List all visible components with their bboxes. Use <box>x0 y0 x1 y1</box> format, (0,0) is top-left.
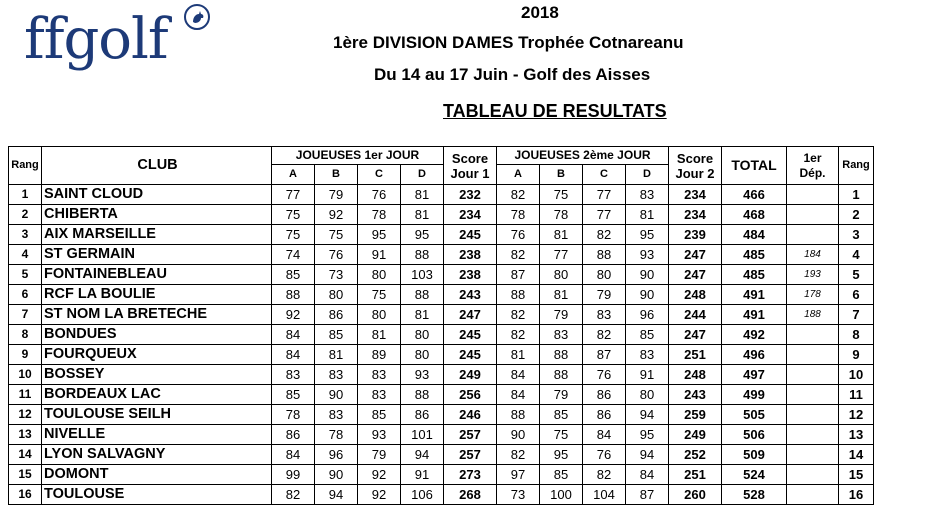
total-cell: 505 <box>722 405 787 425</box>
j1-b-cell: 73 <box>315 265 358 285</box>
score1-cell: 257 <box>444 445 497 465</box>
club-name-cell: ST GERMAIN <box>42 245 272 265</box>
results-table-frame <box>8 146 916 514</box>
j1-c-cell: 83 <box>358 385 401 405</box>
j2-a-cell: 76 <box>497 225 540 245</box>
j2-d-cell: 91 <box>626 365 669 385</box>
col-header-j1-a: A <box>272 165 315 185</box>
j1-c-cell: 83 <box>358 365 401 385</box>
j1-a-cell: 92 <box>272 305 315 325</box>
j2-d-cell: 87 <box>626 485 669 505</box>
score1-cell: 234 <box>444 205 497 225</box>
header-year: 2018 <box>521 3 559 22</box>
table-row <box>9 385 874 405</box>
j2-a-cell: 97 <box>497 465 540 485</box>
score2-cell: 244 <box>669 305 722 325</box>
j2-c-cell: 82 <box>583 465 626 485</box>
total-cell: 506 <box>722 425 787 445</box>
j2-c-cell: 87 <box>583 345 626 365</box>
playoff-dep-cell <box>787 465 839 485</box>
table-row <box>9 245 874 265</box>
j2-b-cell: 85 <box>540 405 583 425</box>
playoff-dep-cell <box>787 205 839 225</box>
j1-b-cell: 83 <box>315 365 358 385</box>
score1-cell: 243 <box>444 285 497 305</box>
table-row <box>9 225 874 245</box>
ffgolf-logo <box>24 4 214 80</box>
total-cell: 485 <box>722 245 787 265</box>
j1-b-cell: 76 <box>315 245 358 265</box>
j1-a-cell: 78 <box>272 405 315 425</box>
club-name-cell: FONTAINEBLEAU <box>42 265 272 285</box>
rank-cell: 14 <box>9 445 42 465</box>
j1-a-cell: 88 <box>272 285 315 305</box>
col-header-j2-d: D <box>626 165 669 185</box>
j1-d-cell: 86 <box>401 405 444 425</box>
col-header-score2 <box>669 147 722 185</box>
rank-cell: 8 <box>9 325 42 345</box>
j1-b-cell: 94 <box>315 485 358 505</box>
j1-d-cell: 91 <box>401 465 444 485</box>
score1-cell: 257 <box>444 425 497 445</box>
j1-d-cell: 88 <box>401 385 444 405</box>
col-header-j1-b: B <box>315 165 358 185</box>
j2-d-cell: 83 <box>626 345 669 365</box>
rank-right-cell: 16 <box>839 485 874 505</box>
j1-c-cell: 81 <box>358 325 401 345</box>
j1-a-cell: 75 <box>272 225 315 245</box>
col-header-j2-c: C <box>583 165 626 185</box>
score2-cell: 247 <box>669 265 722 285</box>
rank-right-cell: 7 <box>839 305 874 325</box>
col-header-rang: Rang <box>9 147 42 185</box>
table-row <box>9 265 874 285</box>
score2-cell: 259 <box>669 405 722 425</box>
rank-cell: 11 <box>9 385 42 405</box>
j1-b-cell: 96 <box>315 445 358 465</box>
score1-line1: Score <box>451 150 489 166</box>
rank-cell: 3 <box>9 225 42 245</box>
total-cell: 492 <box>722 325 787 345</box>
col-header-j2-a: A <box>497 165 540 185</box>
rank-right-cell: 3 <box>839 225 874 245</box>
j1-b-cell: 92 <box>315 205 358 225</box>
logo-text: ffgolf <box>24 7 168 72</box>
header-dates: Du 14 au 17 Juin - Golf des Aisses <box>374 65 651 84</box>
j1-d-cell: 80 <box>401 345 444 365</box>
rank-right-cell: 12 <box>839 405 874 425</box>
j1-c-cell: 79 <box>358 445 401 465</box>
score1-line2: Jour 1 <box>450 165 490 181</box>
j1-a-cell: 84 <box>272 445 315 465</box>
score2-cell: 249 <box>669 425 722 445</box>
j2-a-cell: 84 <box>497 365 540 385</box>
table-row <box>9 285 874 305</box>
rank-cell: 5 <box>9 265 42 285</box>
j2-c-cell: 82 <box>583 225 626 245</box>
j1-b-cell: 85 <box>315 325 358 345</box>
j2-c-cell: 83 <box>583 305 626 325</box>
j1-a-cell: 82 <box>272 485 315 505</box>
j2-b-cell: 88 <box>540 365 583 385</box>
j2-b-cell: 88 <box>540 345 583 365</box>
playoff-dep-cell: 193 <box>787 265 839 285</box>
j1-a-cell: 83 <box>272 365 315 385</box>
score1-cell: 247 <box>444 305 497 325</box>
j2-c-cell: 84 <box>583 425 626 445</box>
j2-c-cell: 82 <box>583 325 626 345</box>
playoff-dep-cell: 178 <box>787 285 839 305</box>
j1-d-cell: 94 <box>401 445 444 465</box>
col-header-rang-right: Rang <box>839 147 874 185</box>
rank-right-cell: 6 <box>839 285 874 305</box>
j1-b-cell: 83 <box>315 405 358 425</box>
col-header-jour2: JOUEUSES 2ème JOUR <box>497 147 669 165</box>
j2-b-cell: 83 <box>540 325 583 345</box>
j1-a-cell: 75 <box>272 205 315 225</box>
j2-d-cell: 95 <box>626 225 669 245</box>
j1-b-cell: 90 <box>315 465 358 485</box>
club-name-cell: TOULOUSE <box>42 485 272 505</box>
rank-right-cell: 5 <box>839 265 874 285</box>
total-cell: 491 <box>722 305 787 325</box>
club-name-cell: RCF LA BOULIE <box>42 285 272 305</box>
j1-c-cell: 76 <box>358 185 401 205</box>
j1-c-cell: 80 <box>358 265 401 285</box>
dep-line2: Dép. <box>799 165 826 180</box>
table-row <box>9 185 874 205</box>
rank-cell: 7 <box>9 305 42 325</box>
score2-cell: 251 <box>669 465 722 485</box>
score2-line1: Score <box>676 150 714 166</box>
j2-d-cell: 83 <box>626 185 669 205</box>
j2-b-cell: 100 <box>540 485 583 505</box>
j1-d-cell: 81 <box>401 185 444 205</box>
j1-c-cell: 93 <box>358 425 401 445</box>
j2-a-cell: 82 <box>497 305 540 325</box>
club-name-cell: FOURQUEUX <box>42 345 272 365</box>
score2-cell: 247 <box>669 325 722 345</box>
col-header-j1-d: D <box>401 165 444 185</box>
j2-a-cell: 73 <box>497 485 540 505</box>
j1-a-cell: 84 <box>272 345 315 365</box>
total-cell: 484 <box>722 225 787 245</box>
j1-d-cell: 101 <box>401 425 444 445</box>
table-row <box>9 305 874 325</box>
j1-d-cell: 81 <box>401 205 444 225</box>
j2-c-cell: 104 <box>583 485 626 505</box>
score2-cell: 234 <box>669 185 722 205</box>
j2-c-cell: 86 <box>583 385 626 405</box>
col-header-j1-c: C <box>358 165 401 185</box>
j2-a-cell: 90 <box>497 425 540 445</box>
table-row <box>9 465 874 485</box>
rank-right-cell: 13 <box>839 425 874 445</box>
j2-c-cell: 79 <box>583 285 626 305</box>
j2-b-cell: 75 <box>540 425 583 445</box>
header-division: 1ère DIVISION DAMES Trophée Cotnareanu <box>333 33 684 52</box>
j2-d-cell: 84 <box>626 465 669 485</box>
rank-right-cell: 14 <box>839 445 874 465</box>
j1-c-cell: 85 <box>358 405 401 425</box>
score2-cell: 243 <box>669 385 722 405</box>
j2-c-cell: 76 <box>583 365 626 385</box>
j2-c-cell: 77 <box>583 185 626 205</box>
rank-cell: 15 <box>9 465 42 485</box>
club-name-cell: BOSSEY <box>42 365 272 385</box>
j2-b-cell: 77 <box>540 245 583 265</box>
j2-b-cell: 95 <box>540 445 583 465</box>
j1-b-cell: 81 <box>315 345 358 365</box>
j2-c-cell: 86 <box>583 405 626 425</box>
col-header-j2-b: B <box>540 165 583 185</box>
j1-d-cell: 88 <box>401 245 444 265</box>
j1-c-cell: 91 <box>358 245 401 265</box>
j2-b-cell: 81 <box>540 225 583 245</box>
table-row <box>9 405 874 425</box>
j1-b-cell: 80 <box>315 285 358 305</box>
playoff-dep-cell <box>787 345 839 365</box>
j2-d-cell: 81 <box>626 205 669 225</box>
j2-d-cell: 94 <box>626 405 669 425</box>
j2-d-cell: 80 <box>626 385 669 405</box>
dep-line1: 1er <box>803 150 822 165</box>
rank-right-cell: 8 <box>839 325 874 345</box>
j1-a-cell: 86 <box>272 425 315 445</box>
j1-d-cell: 95 <box>401 225 444 245</box>
j2-d-cell: 94 <box>626 445 669 465</box>
club-name-cell: TOULOUSE SEILH <box>42 405 272 425</box>
score1-cell: 238 <box>444 265 497 285</box>
j2-a-cell: 82 <box>497 445 540 465</box>
playoff-dep-cell: 188 <box>787 305 839 325</box>
j2-a-cell: 82 <box>497 245 540 265</box>
j2-a-cell: 88 <box>497 285 540 305</box>
j1-a-cell: 85 <box>272 265 315 285</box>
j1-d-cell: 103 <box>401 265 444 285</box>
col-header-total: TOTAL <box>722 147 787 185</box>
table-row <box>9 345 874 365</box>
j2-b-cell: 81 <box>540 285 583 305</box>
j1-b-cell: 78 <box>315 425 358 445</box>
j2-d-cell: 96 <box>626 305 669 325</box>
j1-b-cell: 79 <box>315 185 358 205</box>
j1-a-cell: 99 <box>272 465 315 485</box>
playoff-dep-cell: 184 <box>787 245 839 265</box>
total-cell: 468 <box>722 205 787 225</box>
score1-cell: 273 <box>444 465 497 485</box>
rank-right-cell: 2 <box>839 205 874 225</box>
rank-right-cell: 10 <box>839 365 874 385</box>
j2-d-cell: 90 <box>626 285 669 305</box>
j2-b-cell: 75 <box>540 185 583 205</box>
score2-cell: 234 <box>669 205 722 225</box>
j2-d-cell: 85 <box>626 325 669 345</box>
j2-c-cell: 80 <box>583 265 626 285</box>
rank-cell: 13 <box>9 425 42 445</box>
score1-cell: 245 <box>444 345 497 365</box>
score2-cell: 260 <box>669 485 722 505</box>
j1-d-cell: 80 <box>401 325 444 345</box>
page-title: TABLEAU DE RESULTATS <box>443 101 667 121</box>
col-header-score1 <box>444 147 497 185</box>
table-row <box>9 485 874 505</box>
table-row <box>9 425 874 445</box>
j2-b-cell: 78 <box>540 205 583 225</box>
playoff-dep-cell <box>787 325 839 345</box>
playoff-dep-cell <box>787 185 839 205</box>
col-header-dep <box>787 147 839 185</box>
j1-b-cell: 86 <box>315 305 358 325</box>
score2-cell: 251 <box>669 345 722 365</box>
club-name-cell: BONDUES <box>42 325 272 345</box>
total-cell: 497 <box>722 365 787 385</box>
rank-cell: 12 <box>9 405 42 425</box>
score2-cell: 248 <box>669 365 722 385</box>
total-cell: 499 <box>722 385 787 405</box>
score2-line2: Jour 2 <box>675 165 715 181</box>
j2-a-cell: 78 <box>497 205 540 225</box>
results-table <box>8 146 874 505</box>
score2-cell: 247 <box>669 245 722 265</box>
score1-cell: 256 <box>444 385 497 405</box>
score2-cell: 239 <box>669 225 722 245</box>
playoff-dep-cell <box>787 225 839 245</box>
j2-a-cell: 82 <box>497 185 540 205</box>
j2-a-cell: 88 <box>497 405 540 425</box>
rank-cell: 9 <box>9 345 42 365</box>
total-cell: 528 <box>722 485 787 505</box>
score1-cell: 245 <box>444 325 497 345</box>
total-cell: 509 <box>722 445 787 465</box>
score1-cell: 268 <box>444 485 497 505</box>
club-name-cell: NIVELLE <box>42 425 272 445</box>
total-cell: 466 <box>722 185 787 205</box>
playoff-dep-cell <box>787 365 839 385</box>
j1-d-cell: 106 <box>401 485 444 505</box>
j1-c-cell: 92 <box>358 465 401 485</box>
j2-d-cell: 95 <box>626 425 669 445</box>
rank-cell: 6 <box>9 285 42 305</box>
club-name-cell: DOMONT <box>42 465 272 485</box>
score1-cell: 238 <box>444 245 497 265</box>
rank-cell: 2 <box>9 205 42 225</box>
col-header-jour1: JOUEUSES 1er JOUR <box>272 147 444 165</box>
j2-b-cell: 79 <box>540 305 583 325</box>
j1-b-cell: 75 <box>315 225 358 245</box>
total-cell: 524 <box>722 465 787 485</box>
j2-c-cell: 77 <box>583 205 626 225</box>
club-name-cell: SAINT CLOUD <box>42 185 272 205</box>
club-name-cell: ST NOM LA BRETECHE <box>42 305 272 325</box>
playoff-dep-cell <box>787 405 839 425</box>
j1-d-cell: 88 <box>401 285 444 305</box>
rank-cell: 10 <box>9 365 42 385</box>
j1-c-cell: 89 <box>358 345 401 365</box>
j2-c-cell: 76 <box>583 445 626 465</box>
rank-right-cell: 1 <box>839 185 874 205</box>
playoff-dep-cell <box>787 385 839 405</box>
j2-b-cell: 80 <box>540 265 583 285</box>
j1-d-cell: 81 <box>401 305 444 325</box>
j1-a-cell: 84 <box>272 325 315 345</box>
club-name-cell: LYON SALVAGNY <box>42 445 272 465</box>
club-name-cell: BORDEAUX LAC <box>42 385 272 405</box>
j1-d-cell: 93 <box>401 365 444 385</box>
score1-cell: 245 <box>444 225 497 245</box>
playoff-dep-cell <box>787 485 839 505</box>
j1-c-cell: 95 <box>358 225 401 245</box>
table-row <box>9 205 874 225</box>
j1-c-cell: 78 <box>358 205 401 225</box>
table-row <box>9 325 874 345</box>
j2-a-cell: 87 <box>497 265 540 285</box>
j2-b-cell: 85 <box>540 465 583 485</box>
j2-a-cell: 81 <box>497 345 540 365</box>
rank-right-cell: 11 <box>839 385 874 405</box>
rank-cell: 4 <box>9 245 42 265</box>
total-cell: 491 <box>722 285 787 305</box>
j1-c-cell: 80 <box>358 305 401 325</box>
j2-a-cell: 82 <box>497 325 540 345</box>
j2-b-cell: 79 <box>540 385 583 405</box>
rank-cell: 16 <box>9 485 42 505</box>
rank-cell: 1 <box>9 185 42 205</box>
table-row <box>9 365 874 385</box>
table-row <box>9 445 874 465</box>
j2-d-cell: 90 <box>626 265 669 285</box>
rank-right-cell: 4 <box>839 245 874 265</box>
score2-cell: 252 <box>669 445 722 465</box>
total-cell: 496 <box>722 345 787 365</box>
score1-cell: 249 <box>444 365 497 385</box>
club-name-cell: CHIBERTA <box>42 205 272 225</box>
j1-a-cell: 85 <box>272 385 315 405</box>
playoff-dep-cell <box>787 445 839 465</box>
score2-cell: 248 <box>669 285 722 305</box>
playoff-dep-cell <box>787 425 839 445</box>
j2-a-cell: 84 <box>497 385 540 405</box>
j1-a-cell: 74 <box>272 245 315 265</box>
j1-c-cell: 75 <box>358 285 401 305</box>
score1-cell: 232 <box>444 185 497 205</box>
col-header-club: CLUB <box>42 147 272 185</box>
rank-right-cell: 9 <box>839 345 874 365</box>
j1-c-cell: 92 <box>358 485 401 505</box>
j1-a-cell: 77 <box>272 185 315 205</box>
score1-cell: 246 <box>444 405 497 425</box>
j2-d-cell: 93 <box>626 245 669 265</box>
rank-right-cell: 15 <box>839 465 874 485</box>
club-name-cell: AIX MARSEILLE <box>42 225 272 245</box>
j2-c-cell: 88 <box>583 245 626 265</box>
rooster-icon <box>184 4 210 30</box>
j1-b-cell: 90 <box>315 385 358 405</box>
total-cell: 485 <box>722 265 787 285</box>
